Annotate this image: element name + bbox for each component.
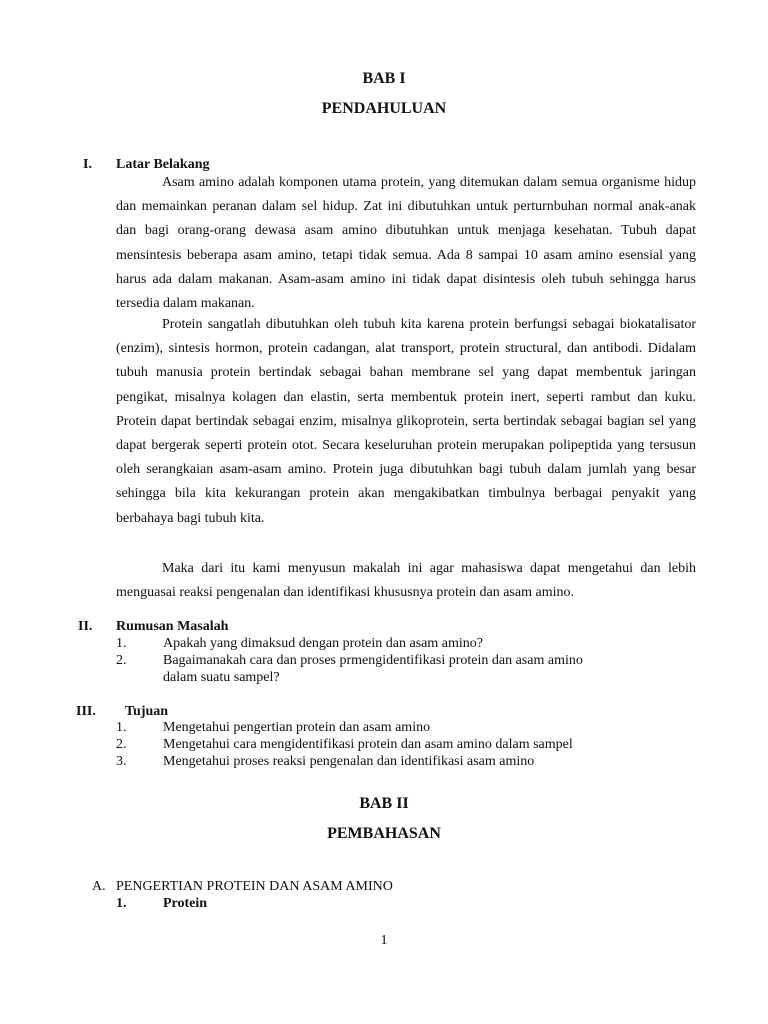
list-item-continuation: dalam suatu sampel? (163, 670, 280, 685)
list-item-number: 2. (116, 653, 127, 668)
section-number: I. (83, 157, 92, 172)
section-heading: Rumusan Masalah (116, 619, 229, 634)
section-heading: PENGERTIAN PROTEIN DAN ASAM AMINO (116, 879, 393, 894)
chapter-subtitle: PEMBAHASAN (327, 825, 441, 842)
section-number: II. (78, 619, 93, 634)
paragraph: Protein sangatlah dibutuhkan oleh tubuh kita karena protein berfungsi sebagai biokatalisator (enzim), sintesis hormon, protein cadangan, alat transport, protein structural, dan antibodi. Didalam tubuh manusia protein bertindak sebagai bahan membrane sel yang dapat membentuk jaringan pengikat, misalnya kolagen dan elastin, serta membentuk protein inert, seperti rambut dan kuku. Protein dapat bertindak sebagai enzim, misalnya glikoprotein, serta bertindak sebagai bagian sel yang dapat bergerak seperti protein otot. Secara keseluruhan protein merupakan polipeptida yang tersusun oleh serangkaian asam-asam amino. Protein juga dibutuhkan bagi tubuh dalam jumlah yang besar sehingga bila kita kekurangan protein akan mengakibatkan timbulnya berbagai penyakit yang berbahaya bagi tubuh kita. (116, 317, 696, 526)
list-item-number: 3. (116, 754, 127, 769)
list-item: Mengetahui pengertian protein dan asam amino (163, 720, 431, 735)
chapter-title: BAB I (362, 70, 406, 87)
paragraph: Asam amino adalah komponen utama protein, yang ditemukan dalam semua organisme hidup dan memainkan peranan dalam sel hidup. Zat ini dibutuhkan untuk perturnbuhan normal anak-anak dan bagi orang-orang dewasa asam amino dibutuhkan untuk menjaga kesehatan. Tubuh dapat mensintesis beberapa asam amino, tetapi tidak semua. Ada 8 sampai 10 asam amino esensial yang harus ada dalam makanan. Asam-asam amino ini tidak dapat disintesis oleh tubuh sehingga harus tersedia dalam makanan. (116, 175, 696, 312)
list-item: Mengetahui cara mengidentifikasi protein dan asam amino dalam sampel (163, 737, 573, 752)
list-item: Bagaimanakah cara dan proses prmengidentifikasi protein dan asam amino (163, 653, 583, 668)
chapter-title: BAB II (359, 795, 409, 812)
list-item-number: 1. (116, 720, 127, 735)
section-number: III. (76, 704, 96, 719)
section-label: A. (92, 879, 106, 894)
list-item-number: 2. (116, 737, 127, 752)
section-heading: Latar Belakang (116, 157, 210, 172)
page-number: 1 (380, 933, 388, 948)
paragraph: Maka dari itu kami menyusun makalah ini agar mahasiswa dapat mengetahui dan lebih menguasai reaksi pengenalan dan identifikasi khususnya protein dan asam amino. (116, 561, 696, 601)
list-item: Apakah yang dimaksud dengan protein dan asam amino? (163, 636, 483, 651)
section-heading: Tujuan (125, 704, 169, 719)
chapter-subtitle: PENDAHULUAN (321, 100, 447, 117)
list-item-number: 1. (116, 636, 127, 651)
list-item: Mengetahui proses reaksi pengenalan dan identifikasi asam amino (163, 754, 535, 769)
subsection-heading: Protein (163, 896, 208, 911)
subsection-number: 1. (116, 896, 127, 911)
